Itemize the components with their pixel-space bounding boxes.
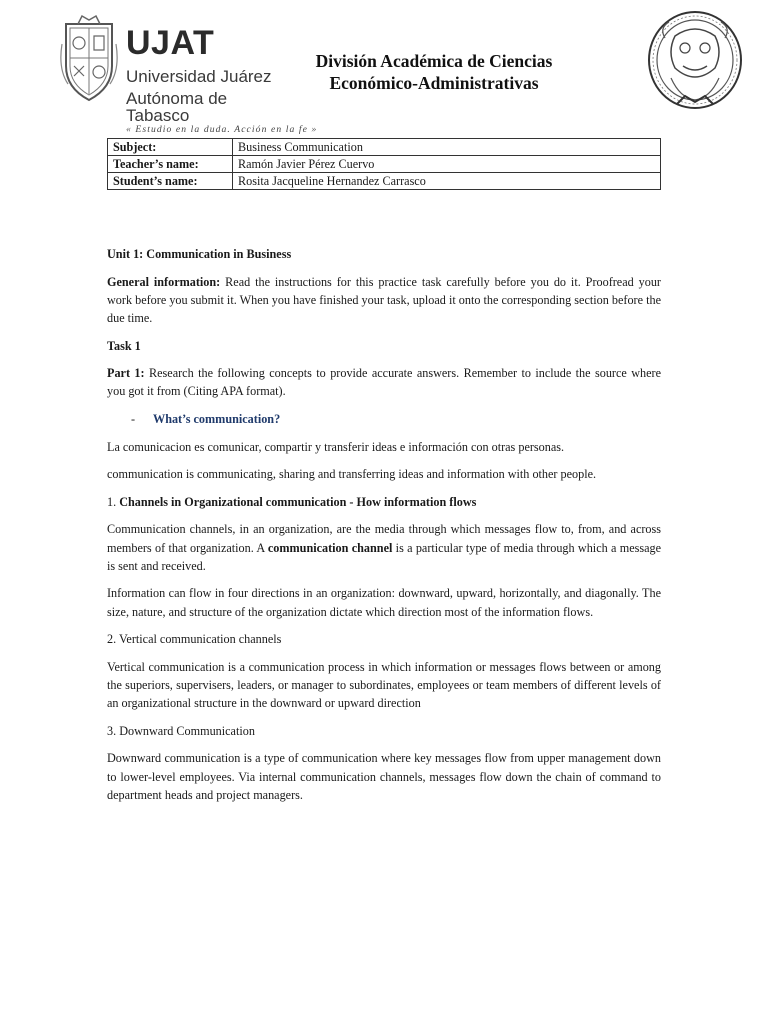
section-1-paragraph-1-text-c: is a particular type of media through which a message is sent and received.	[107, 540, 662, 573]
section-2-paragraph-1: Vertical communication is a communication process in which information or messages flows between or among the superiors, supervisers, leaders, or manager to subordinates, employees or team members of different levels of an organizational structure in the downward or upward direction	[107, 659, 661, 711]
section-3-paragraph-1: Downward communication is a type of communication where key messages flow from upper management down to lower-level employees. Via internal communication channels, messages flow down the chain of command to department heads and project managers.	[107, 751, 661, 802]
table-cell-value: Ramón Javier Pérez Cuervo	[233, 156, 661, 173]
general-information-paragraph	[107, 273, 661, 328]
section-1-paragraph-1-term: communication channel	[267, 540, 393, 555]
general-information-label: General information:	[107, 274, 221, 289]
section-1-paragraph-2: Information can flow in four directions in an organization: downward, upward, horizontally, and diagonally. The size, nature, and structure of the organization dictate which direction most of the information flows.	[107, 586, 661, 619]
division-title-line1: División Académica de Ciencias	[315, 51, 553, 71]
section-1-number: 1.	[107, 494, 120, 509]
university-name-line1: Universidad Juárez	[126, 67, 272, 86]
brand-wordmark: UJAT	[126, 24, 215, 62]
table-cell-label: Student’s name:	[108, 173, 233, 190]
document-body	[107, 245, 661, 813]
task-title: Task 1	[107, 338, 141, 353]
part-one-paragraph	[107, 364, 661, 400]
section-1-heading	[107, 493, 661, 511]
section-1-paragraph-1	[107, 520, 661, 575]
ujat-logo	[60, 14, 318, 135]
division-title-line2: Económico-Administrativas	[329, 73, 539, 93]
part-one-text: Research the following concepts to provide accurate answers. Remember to include the source where you got it from (Citing APA format).	[107, 366, 661, 399]
answer-english: communication is communicating, sharing and transferring ideas and information with other people.	[107, 467, 597, 482]
table-cell-value: Business Communication	[233, 139, 661, 156]
table-row	[108, 139, 661, 156]
unit-title: Unit 1: Communication in Business	[107, 247, 292, 261]
university-motto: « Estudio en la duda. Acción en la fe »	[126, 124, 318, 135]
question-text: What’s communication?	[153, 411, 281, 426]
section-2-heading: 2. Vertical communication channels	[107, 632, 282, 647]
table-cell-label: Subject:	[108, 139, 233, 156]
division-title	[286, 50, 582, 94]
table-cell-value: Rosita Jacqueline Hernandez Carrasco	[233, 173, 661, 190]
university-name-line2: Autónoma de Tabasco	[126, 89, 228, 125]
section-1-paragraph-1-text-a: Communication channels, in an organization, are the media through which messages flow to, from, and across members of that organization. A	[107, 522, 661, 555]
part-one-label: Part 1:	[107, 366, 145, 381]
university-shield-icon	[60, 14, 118, 104]
section-3-heading: 3. Downward Communication	[107, 723, 255, 738]
table-row	[108, 156, 661, 173]
section-1-title: Channels in Organizational communication - How information flows	[119, 494, 477, 509]
general-information-text: Read the instructions for this practice task carefully before you do it. Proofread your work before you submit it. When you have finished your task, upload it onto the corresponding section before the due time.	[107, 274, 661, 325]
question-bullet	[107, 410, 661, 428]
bullet-dash: -	[131, 411, 136, 426]
student-info-table	[107, 138, 661, 190]
division-seal-icon	[645, 8, 745, 116]
table-cell-label: Teacher’s name:	[108, 156, 233, 173]
answer-spanish: La comunicacion es comunicar, compartir y transferir ideas e información con otras personas.	[107, 439, 565, 454]
table-row	[108, 173, 661, 190]
